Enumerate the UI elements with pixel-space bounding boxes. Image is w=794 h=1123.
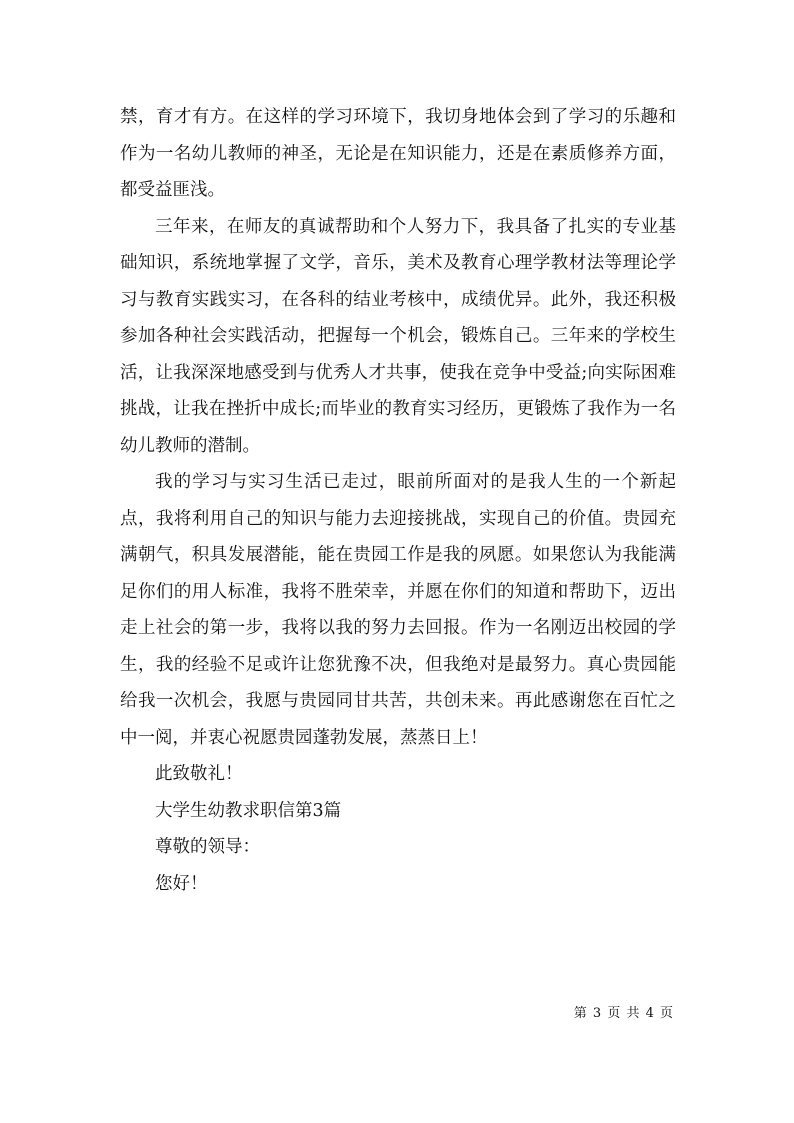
closing-salutation: 此致敬礼！ <box>155 764 243 784</box>
document-body <box>120 99 676 902</box>
paragraph-continued: 禁，育才有方。在这样的学习环境下，我切身地体会到了学习的乐趣和作为一名幼儿教师的神圣，无论是在知识能力，还是在素质修养方面，都受益匪浅。 <box>120 107 676 200</box>
section-heading: 大学生幼教求职信第3篇 <box>155 800 342 821</box>
page-number-footer: 第 3 页 共 4 页 <box>573 1006 674 1021</box>
greeting-addressee: 尊敬的领导： <box>155 837 260 857</box>
paragraph-studies: 三年来，在师友的真诚帮助和个人努力下，我具备了扎实的专业基础知识，系统地掌握了文学，音乐，美术及教育心理学教材法等理论学习与教育实践实习，在各科的结业考核中，成绩优异。此外，我还积极参加各种社会实践活动，把握每一个机会，锻炼自己。三年来的学校生活，让我深深地感受到与优秀人才共事，使我在竞争中受益;向实际困难挑战，让我在挫折中成长;而毕业的教育实习经历，更锻炼了我作为一名幼儿教师的潜制。 <box>120 216 676 456</box>
greeting-hello: 您好！ <box>155 873 208 894</box>
paragraph-aspiration: 我的学习与实习生活已走过，眼前所面对的是我人生的一个新起点，我将利用自己的知识与能力去迎接挑战，实现自己的价值。贵园充满朝气，积具发展潜能，能在贵园工作是我的夙愿。如果您认为我能满足你们的用人标准，我将不胜荣幸，并愿在你们的知道和帮助下，迈出走上社会的第一步，我将以我的努力去回报。作为一名刚迈出校园的学生，我的经验不足或许让您犹豫不决，但我绝对是最努力。真心贵园能给我一次机会，我愿与贵园同甘共苦，共创未来。再此感谢您在百忙之中一阅，并衷心祝愿贵园蓬勃发展，蒸蒸日上！ <box>120 472 676 748</box>
